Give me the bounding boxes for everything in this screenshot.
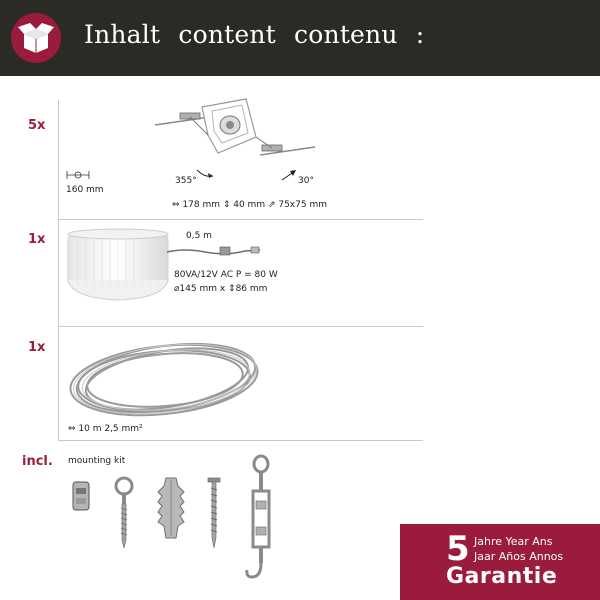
item-1-angle-right: 30°: [298, 176, 314, 186]
item-2-cable-length: 0,5 m: [186, 231, 212, 241]
cable-illustration: [165, 244, 265, 258]
item-2-qty: 1x: [28, 232, 46, 247]
turnbuckle-icon: [244, 455, 278, 581]
item-4-qty: incl.: [22, 454, 53, 469]
warranty-title: Garantie: [446, 564, 558, 589]
header-bar: [0, 0, 600, 76]
divider-row-2: [58, 326, 423, 327]
wire-clamp-icon: [70, 478, 92, 514]
item-1-angle-left: 355°: [175, 176, 197, 186]
warranty-years: 5: [446, 529, 470, 569]
divider-row-3: [58, 440, 423, 441]
open-box-icon: [10, 12, 62, 64]
warranty-line-2: Jaar Años Annos: [474, 550, 564, 563]
divider-vertical: [58, 100, 59, 440]
warranty-line-1: Jahre Year Ans: [474, 535, 553, 548]
spacing-icon: [66, 170, 90, 180]
item-2-power: 80VA/12V AC P = 80 W: [174, 270, 278, 280]
rotate-arrow-icon: [195, 168, 215, 180]
item-3-wire-spec: ⇔ 10 m 2,5 mm²: [68, 424, 143, 434]
item-1-qty: 5x: [28, 118, 46, 133]
item-3-qty: 1x: [28, 340, 46, 355]
screw-icon: [206, 476, 222, 550]
eye-screw-icon: [112, 476, 136, 550]
page-title: Inhalt content contenu :: [84, 20, 425, 49]
tilt-arrow-icon: [280, 168, 298, 182]
item-2-size: ⌀145 mm x ⇕86 mm: [174, 284, 268, 294]
item-1-dimensions: ⇔ 178 mm ⇕ 40 mm ⇗ 75x75 mm: [172, 200, 327, 210]
item-1-spacing: 160 mm: [66, 185, 104, 195]
wall-plug-icon: [154, 476, 188, 542]
warranty-badge: [400, 524, 600, 600]
transformer-illustration: [66, 228, 170, 302]
wire-spot-illustration: [150, 95, 320, 175]
divider-row-1: [58, 219, 423, 220]
item-4-label: mounting kit: [68, 456, 126, 466]
wire-coil-illustration: [66, 332, 266, 422]
